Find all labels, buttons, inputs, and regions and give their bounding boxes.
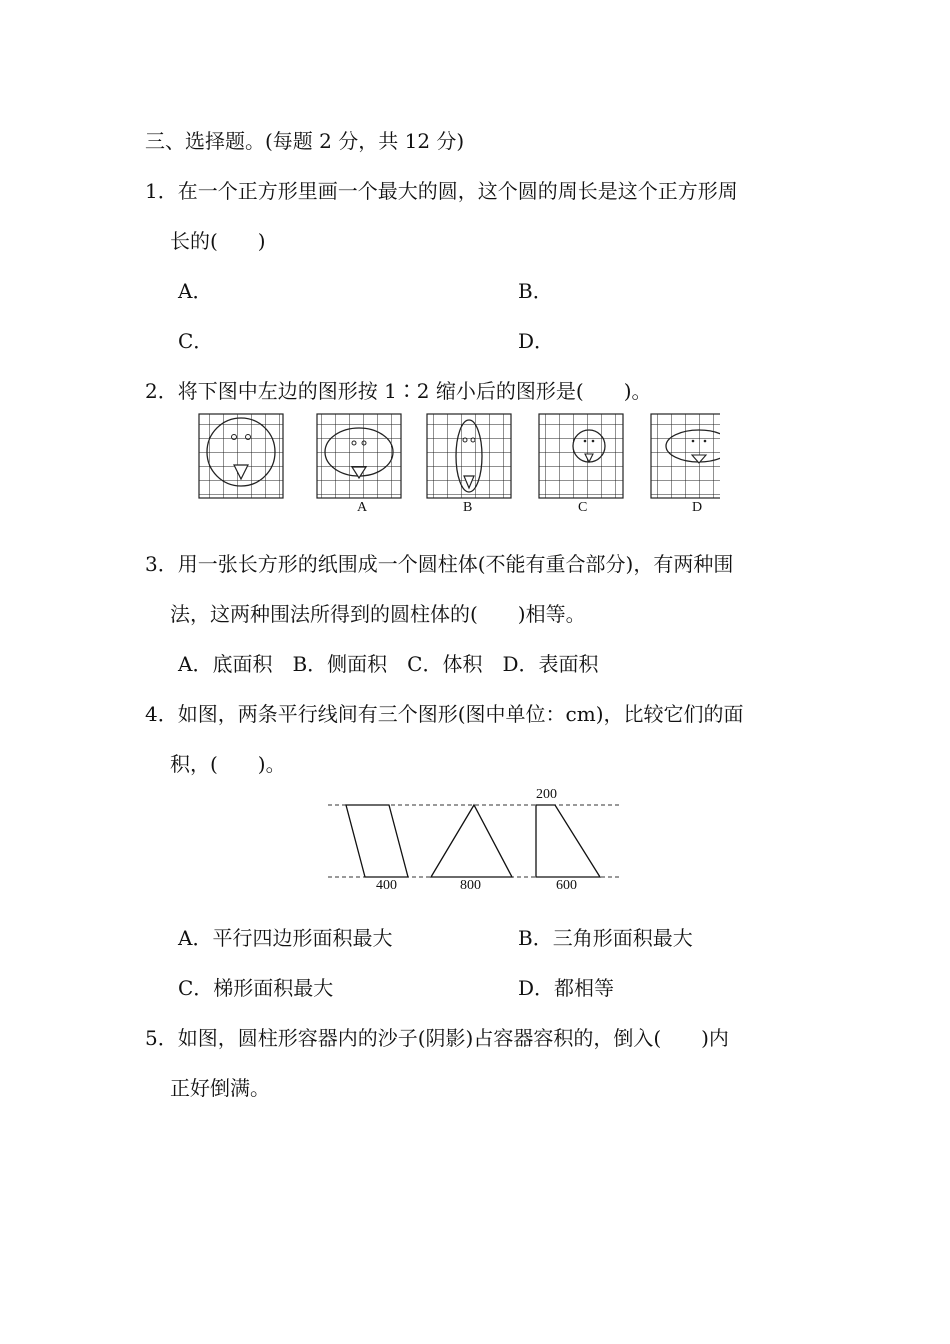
q1-option-a[interactable]: A． bbox=[178, 279, 213, 303]
question-5-line-2: 正好倒满。 bbox=[170, 1076, 270, 1100]
trapezoid-shape bbox=[536, 805, 600, 877]
q2-option-d-figure[interactable] bbox=[651, 414, 720, 498]
q4-option-d[interactable]: D．都相等 bbox=[518, 976, 615, 1000]
q2-label-d: D bbox=[692, 500, 703, 515]
question-4-line-2: 积，( )。 bbox=[170, 752, 286, 776]
q1-option-c[interactable]: C． bbox=[178, 329, 214, 353]
q2-label-c: C bbox=[578, 500, 588, 515]
question-2-line-1: 2．将下图中左边的图形按 1∶2 缩小后的图形是( )。 bbox=[145, 379, 652, 403]
q1-option-d[interactable]: D． bbox=[518, 329, 555, 353]
q4-option-b[interactable]: B．三角形面积最大 bbox=[518, 926, 693, 950]
q2-label-b: B bbox=[463, 500, 473, 515]
question-5-line-1: 5．如图，圆柱形容器内的沙子(阴影)占容器容积的，倒入( )内 bbox=[145, 1026, 729, 1050]
q4-dim-trapezoid: 600 bbox=[556, 878, 577, 893]
q2-original-figure bbox=[199, 414, 283, 498]
question-1-line-1: 1．在一个正方形里画一个最大的圆，这个圆的周长是这个正方形周 bbox=[145, 179, 738, 203]
q2-label-a: A bbox=[357, 500, 368, 515]
q2-option-b-figure[interactable] bbox=[427, 414, 511, 498]
question-3-line-1: 3．用一张长方形的纸围成一个圆柱体(不能有重合部分)，有两种围 bbox=[145, 552, 734, 576]
parallelogram-shape bbox=[346, 805, 408, 877]
triangle-shape bbox=[431, 805, 512, 877]
q4-dim-top: 200 bbox=[536, 787, 557, 802]
q3-options[interactable]: A．底面积 B．侧面积 C．体积 D．表面积 bbox=[178, 652, 599, 676]
q4-dim-parallelogram: 400 bbox=[376, 878, 397, 893]
q2-figures bbox=[195, 410, 720, 502]
q2-option-a-figure[interactable] bbox=[317, 414, 401, 498]
question-1-line-2: 长的( ) bbox=[170, 229, 266, 253]
q4-option-c[interactable]: C．梯形面积最大 bbox=[178, 976, 334, 1000]
q1-option-b[interactable]: B． bbox=[518, 279, 553, 303]
section-title: 三、选择题。(每题 2 分，共 12 分) bbox=[145, 129, 465, 153]
q2-option-c-figure[interactable] bbox=[539, 414, 623, 498]
question-4-line-1: 4．如图，两条平行线间有三个图形(图中单位：cm)，比较它们的面 bbox=[145, 702, 744, 726]
question-3-line-2: 法，这两种围法所得到的圆柱体的( )相等。 bbox=[170, 602, 586, 626]
q4-option-a[interactable]: A．平行四边形面积最大 bbox=[178, 926, 393, 950]
q4-dim-triangle: 800 bbox=[460, 878, 481, 893]
